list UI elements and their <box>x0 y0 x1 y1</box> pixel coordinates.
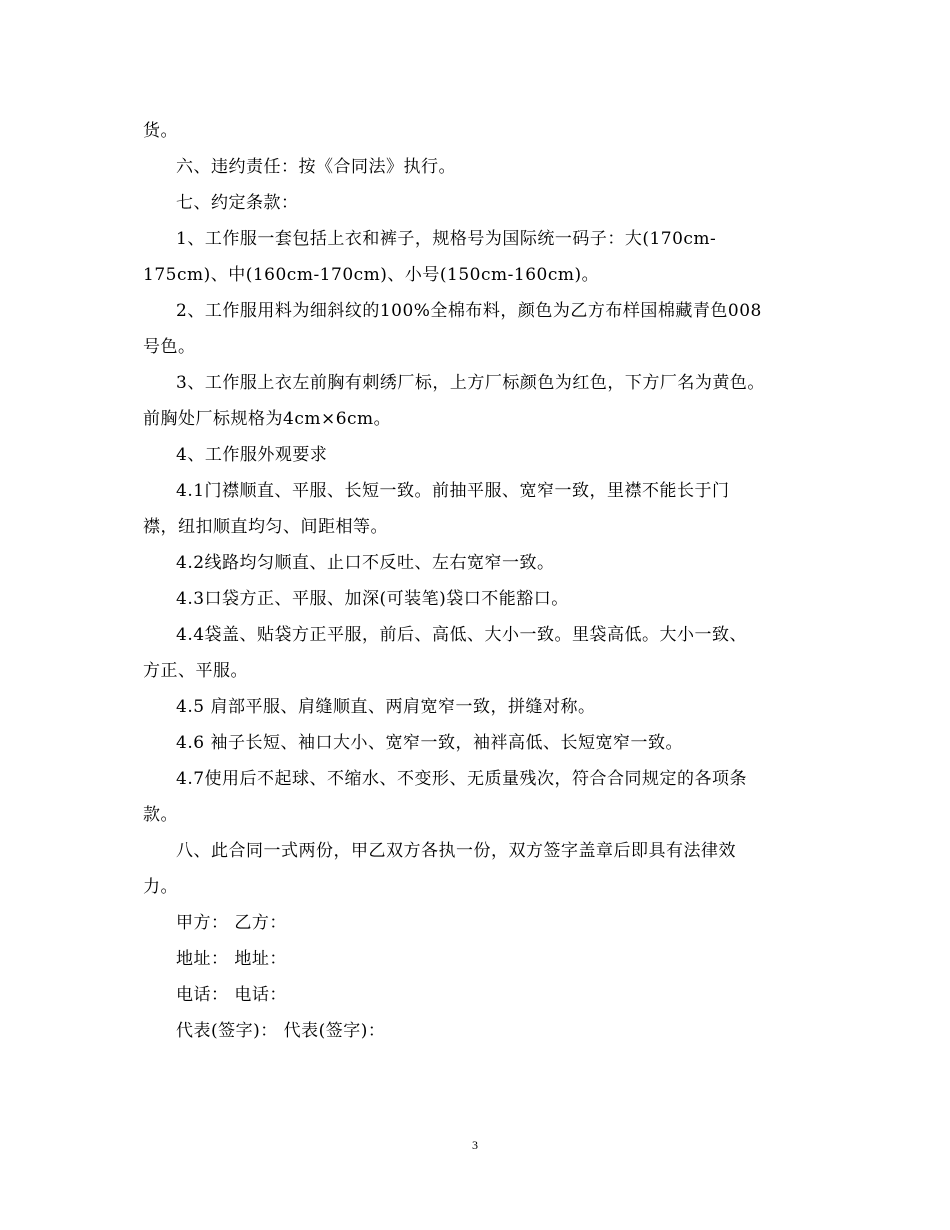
clause-breach-liability: 六、违约责任：按《合同法》执行。 <box>176 157 456 177</box>
term-4-6: 4.6 袖子长短、袖口大小、宽窄一致，袖袢高低、长短宽窄一致。 <box>176 733 683 753</box>
signature-phone-row: 电话： 电话： <box>176 985 287 1005</box>
term-4-5: 4.5 肩部平服、肩缝顺直、两肩宽窄一致，拼缝对称。 <box>176 697 596 717</box>
term-4-heading: 4、工作服外观要求 <box>176 445 328 465</box>
term-3-line-1: 3、工作服上衣左前胸有刺绣厂标，上方厂标颜色为红色，下方厂名为黄色。 <box>176 373 765 393</box>
term-4-4-line-1: 4.4袋盖、贴袋方正平服，前后、高低、大小一致。里袋高低。大小一致、 <box>176 625 748 645</box>
term-3-line-2: 前胸处厂标规格为4cm×6cm。 <box>143 409 392 429</box>
term-4-3: 4.3口袋方正、平服、加深(可装笔)袋口不能豁口。 <box>176 589 569 609</box>
term-2-line-2: 号色。 <box>143 337 196 357</box>
clause-copies-line-1: 八、此合同一式两份，甲乙双方各执一份，双方签字盖章后即具有法律效 <box>176 841 736 861</box>
term-4-1-line-1: 4.1门襟顺直、平服、长短一致。前抽平服、宽窄一致，里襟不能长于门 <box>176 481 730 501</box>
clause-agreed-terms-heading: 七、约定条款： <box>176 193 299 213</box>
term-2-line-1: 2、工作服用料为细斜纹的100%全棉布料，颜色为乙方布样国棉藏青色008 <box>176 301 762 321</box>
page-number: 3 <box>472 1138 478 1152</box>
term-4-4-line-2: 方正、平服。 <box>143 661 248 681</box>
term-4-1-line-2: 襟，纽扣顺直均匀、间距相等。 <box>143 517 388 537</box>
signature-party-row: 甲方： 乙方： <box>176 913 287 933</box>
clause-copies-line-2: 力。 <box>143 877 178 897</box>
term-1-line-2: 175cm)、中(160cm-170cm)、小号(150cm-160cm)。 <box>143 265 600 285</box>
text-line: 货。 <box>143 121 178 141</box>
term-4-7-line-2: 款。 <box>143 805 178 825</box>
term-1-line-1: 1、工作服一套包括上衣和裤子，规格号为国际统一码子：大(170cm- <box>176 229 717 249</box>
contract-body <box>143 113 808 1049</box>
signature-representative-row: 代表(签字)： 代表(签字)： <box>176 1021 386 1041</box>
term-4-2: 4.2线路均匀顺直、止口不反吐、左右宽窄一致。 <box>176 553 555 573</box>
term-4-7-line-1: 4.7使用后不起球、不缩水、不变形、无质量残次，符合合同规定的各项条 <box>176 769 748 789</box>
signature-address-row: 地址： 地址： <box>176 949 287 969</box>
